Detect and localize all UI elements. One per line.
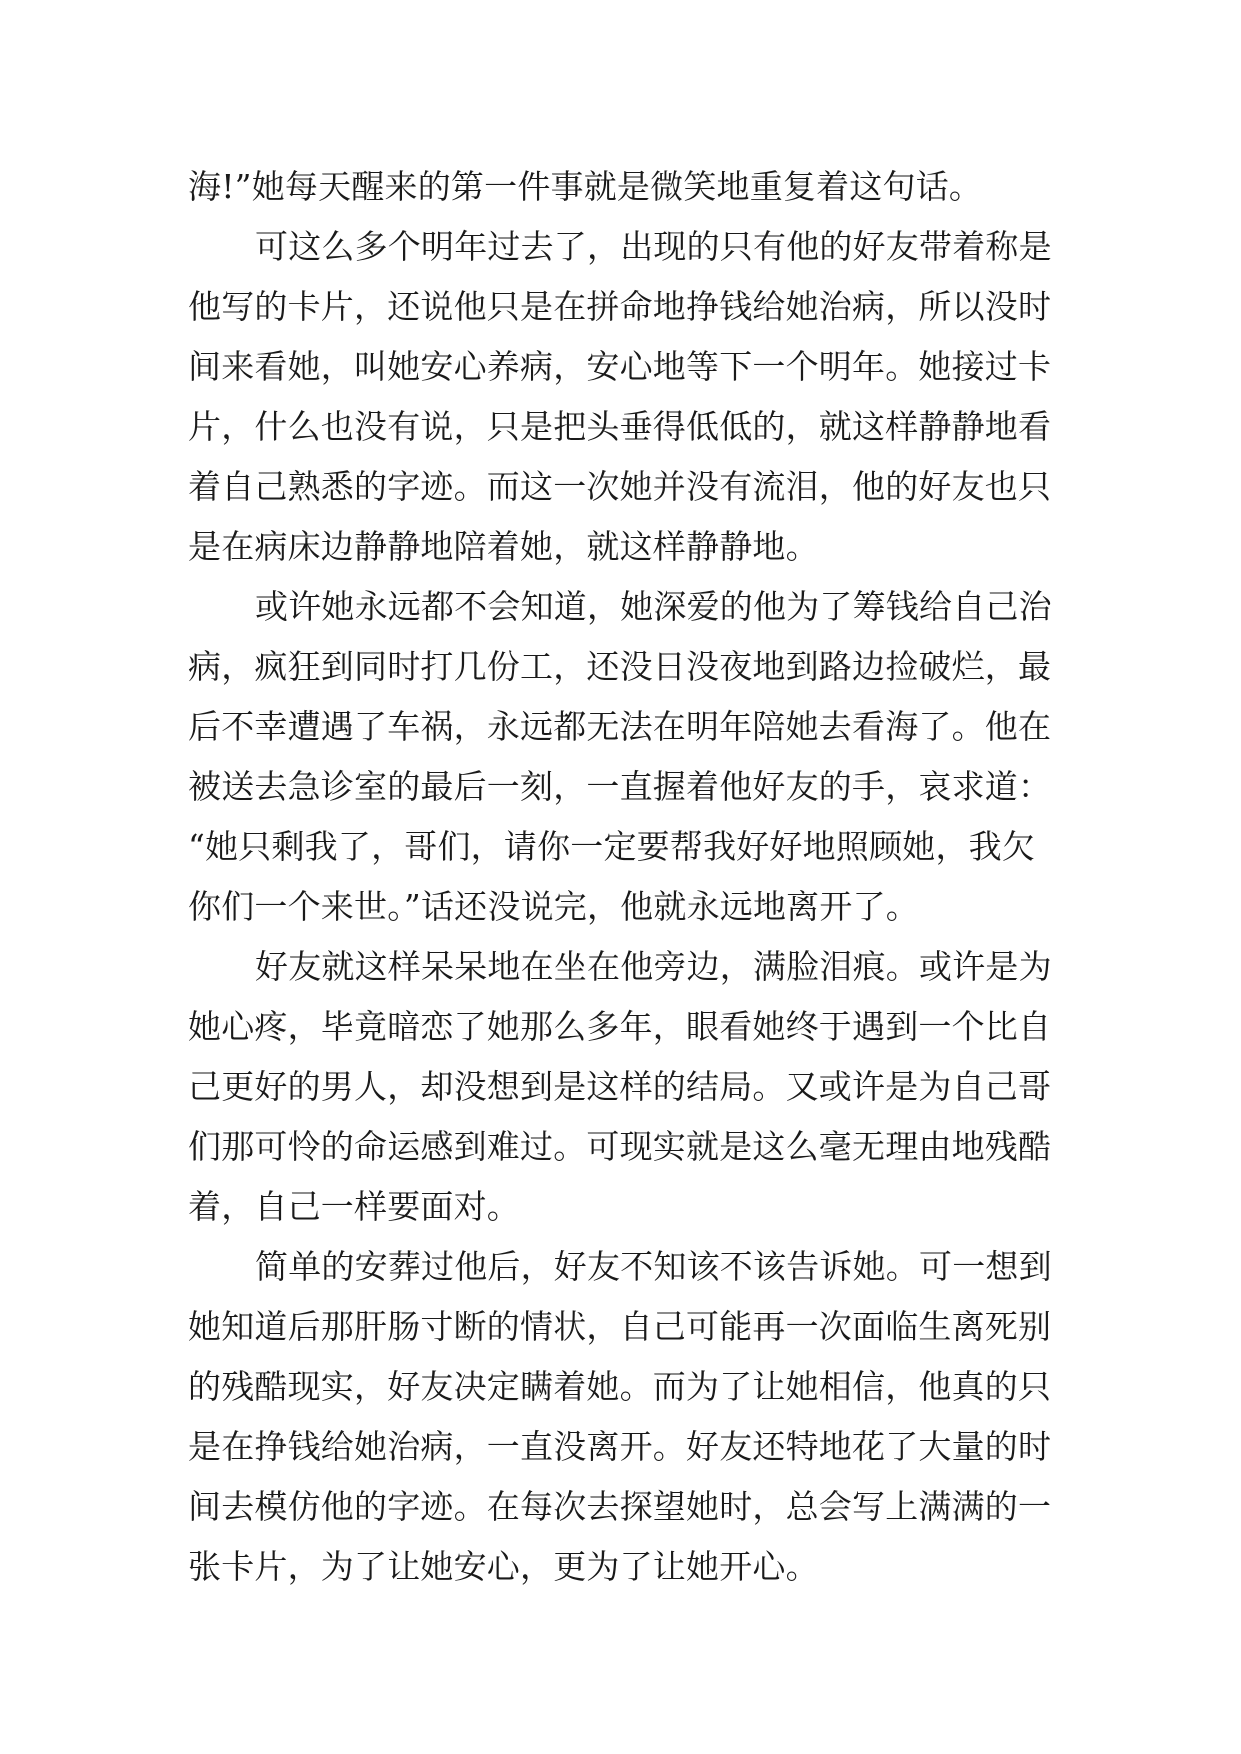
text-line: 片，什么也没有说，只是把头垂得低低的，就这样静静地看 <box>188 407 1052 446</box>
paragraph-5 <box>188 1237 1058 1597</box>
text-line: 们那可怜的命运感到难过。可现实就是这么毫无理由地残酷 <box>188 1127 1052 1166</box>
paragraph-1 <box>188 157 1058 217</box>
text-line: 她心疼，毕竟暗恋了她那么多年，眼看她终于遇到一个比自 <box>188 1007 1052 1046</box>
text-line: 着，自己一样要面对。 <box>188 1187 520 1226</box>
text-line: 你们一个来世。”话还没说完，他就永远地离开了。 <box>188 887 919 926</box>
paragraph-4 <box>188 937 1058 1237</box>
text-line: “她只剩我了，哥们，请你一定要帮我好好地照顾她，我欠 <box>188 827 1036 866</box>
paragraph-3 <box>188 577 1058 937</box>
text-line: 是在病床边静静地陪着她，就这样静静地。 <box>188 527 819 566</box>
document-body <box>188 157 1058 1597</box>
text-line: 着自己熟悉的字迹。而这一次她并没有流泪，他的好友也只 <box>188 467 1052 506</box>
text-line: 她知道后那肝肠寸断的情状，自己可能再一次面临生离死别 <box>188 1307 1052 1346</box>
text-line: 或许她永远都不会知道，她深爱的他为了筹钱给自己治 <box>255 587 1052 626</box>
text-line: 后不幸遭遇了车祸，永远都无法在明年陪她去看海了。他在 <box>188 707 1052 746</box>
text-line: 好友就这样呆呆地在坐在他旁边，满脸泪痕。或许是为 <box>255 947 1052 986</box>
text-line: 间去模仿他的字迹。在每次去探望她时，总会写上满满的一 <box>188 1487 1052 1526</box>
text-line: 张卡片，为了让她安心，更为了让她开心。 <box>188 1547 819 1586</box>
text-line: 他写的卡片，还说他只是在拼命地挣钱给她治病，所以没时 <box>188 287 1052 326</box>
text-line: 被送去急诊室的最后一刻，一直握着他好友的手，哀求道： <box>188 767 1052 806</box>
paragraph-2 <box>188 217 1058 577</box>
text-line: 间来看她，叫她安心养病，安心地等下一个明年。她接过卡 <box>188 347 1052 386</box>
text-line: 海!”她每天醒来的第一件事就是微笑地重复着这句话。 <box>188 167 983 206</box>
text-line: 病，疯狂到同时打几份工，还没日没夜地到路边捡破烂，最 <box>188 647 1052 686</box>
text-line: 可这么多个明年过去了，出现的只有他的好友带着称是 <box>255 227 1052 266</box>
text-line: 己更好的男人，却没想到是这样的结局。又或许是为自己哥 <box>188 1067 1052 1106</box>
text-line: 是在挣钱给她治病，一直没离开。好友还特地花了大量的时 <box>188 1427 1052 1466</box>
text-line: 的残酷现实，好友决定瞒着她。而为了让她相信，他真的只 <box>188 1367 1052 1406</box>
text-line: 简单的安葬过他后，好友不知该不该告诉她。可一想到 <box>255 1247 1052 1286</box>
